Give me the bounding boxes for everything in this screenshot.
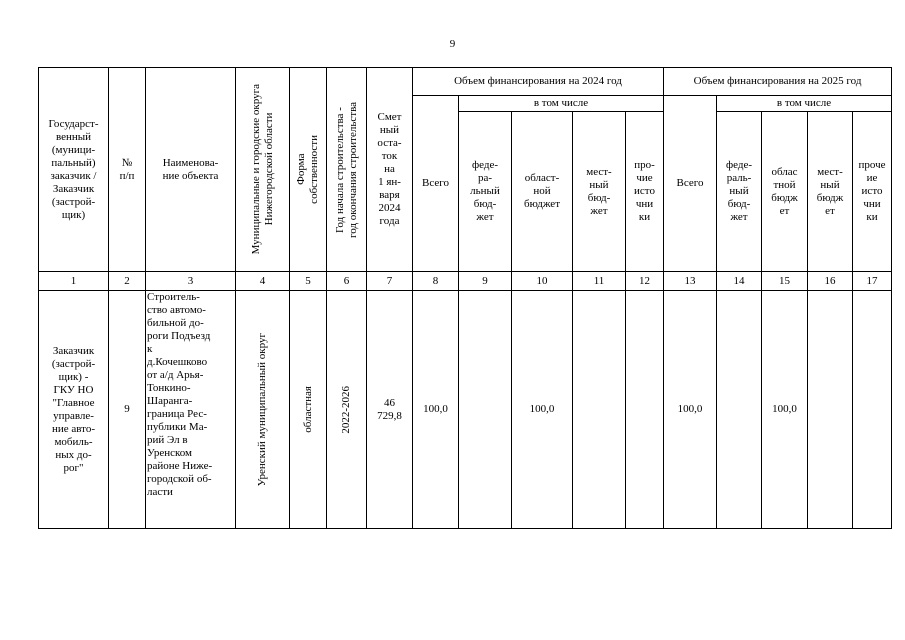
column-number: 14 [717, 272, 762, 291]
header-federal-2024: феде- ра- льный бюд- жет [459, 112, 512, 272]
header-funding-2025: Объем финансирования на 2025 год [664, 68, 892, 96]
row-other-2024 [626, 291, 664, 529]
header-including-2024: в том числе [459, 96, 664, 112]
header-construction-years [327, 68, 367, 272]
column-number-row [39, 272, 892, 291]
header-other-2025: проче ие исто чни ки [853, 112, 892, 272]
row-customer: Заказчик (застрой- щик) - ГКУ НО "Главное управле- ние авто- мобиль- ных до- рог" [39, 291, 109, 529]
column-number: 17 [853, 272, 892, 291]
header-number: № п/п [109, 68, 146, 272]
row-construction-years-text: 2022-2026 [340, 385, 352, 434]
column-number: 5 [290, 272, 327, 291]
header-construction-years-text: Год начала строительства - год окончания строительства [333, 101, 359, 238]
column-number: 7 [367, 272, 413, 291]
row-object-name: Строитель- ство автомо- бильной до- роги Подъезд к д.Кочешково от а/д Арья- Тонкино- Шаранга- граница Рес- публики Ма- рий Эл в Уренском районе Ниже- городской об- ласти [146, 291, 236, 529]
financing-table [38, 67, 892, 529]
row-construction-years [327, 291, 367, 529]
row-regional-2024: 100,0 [512, 291, 573, 529]
row-regional-2025: 100,0 [762, 291, 808, 529]
row-number: 9 [109, 291, 146, 529]
row-municipal-district-text: Уренский муниципальный округ [256, 332, 268, 487]
header-customer: Государст- венный (муници- пальный) заказчик / Заказчик (застрой- щик) [39, 68, 109, 272]
table-row [39, 291, 892, 529]
column-number: 15 [762, 272, 808, 291]
row-municipal-district [236, 291, 290, 529]
row-federal-2024 [459, 291, 512, 529]
header-estimated-balance: Смет ный оста- ток на 1 ян- варя 2024 года [367, 68, 413, 272]
header-including-2025: в том числе [717, 96, 892, 112]
column-number: 4 [236, 272, 290, 291]
column-number: 9 [459, 272, 512, 291]
column-number: 2 [109, 272, 146, 291]
header-total-2025: Всего [664, 96, 717, 272]
column-number: 11 [573, 272, 626, 291]
header-funding-2024: Объем финансирования на 2024 год [413, 68, 664, 96]
header-local-2024: мест- ный бюд- жет [573, 112, 626, 272]
row-total-2024: 100,0 [413, 291, 459, 529]
column-number: 6 [327, 272, 367, 291]
header-municipal-district [236, 68, 290, 272]
header-other-2024: про- чие исто чни ки [626, 112, 664, 272]
row-ownership-form [290, 291, 327, 529]
column-number: 16 [808, 272, 853, 291]
column-number: 10 [512, 272, 573, 291]
column-number: 12 [626, 272, 664, 291]
row-ownership-form-text: областная [301, 386, 314, 433]
row-total-2025: 100,0 [664, 291, 717, 529]
row-other-2025 [853, 291, 892, 529]
page-number: 9 [449, 38, 456, 50]
header-regional-2025: облас тной бюдж ет [762, 112, 808, 272]
row-federal-2025 [717, 291, 762, 529]
header-municipal-district-text: Муниципальные и городские округа Нижегородской области [249, 84, 275, 255]
column-number: 8 [413, 272, 459, 291]
header-regional-2024: област- ной бюджет [512, 112, 573, 272]
header-total-2024: Всего [413, 96, 459, 272]
header-ownership-form [290, 68, 327, 272]
header-row-1 [39, 68, 892, 96]
header-federal-2025: феде- раль- ный бюд- жет [717, 112, 762, 272]
row-local-2024 [573, 291, 626, 529]
header-ownership-form-text: Форма собственности [295, 135, 320, 204]
row-local-2025 [808, 291, 853, 529]
row-estimated-balance: 46 729,8 [367, 291, 413, 529]
column-number: 1 [39, 272, 109, 291]
column-number: 3 [146, 272, 236, 291]
header-object-name: Наименова- ние объекта [146, 68, 236, 272]
header-local-2025: мест- ный бюдж ет [808, 112, 853, 272]
column-number: 13 [664, 272, 717, 291]
